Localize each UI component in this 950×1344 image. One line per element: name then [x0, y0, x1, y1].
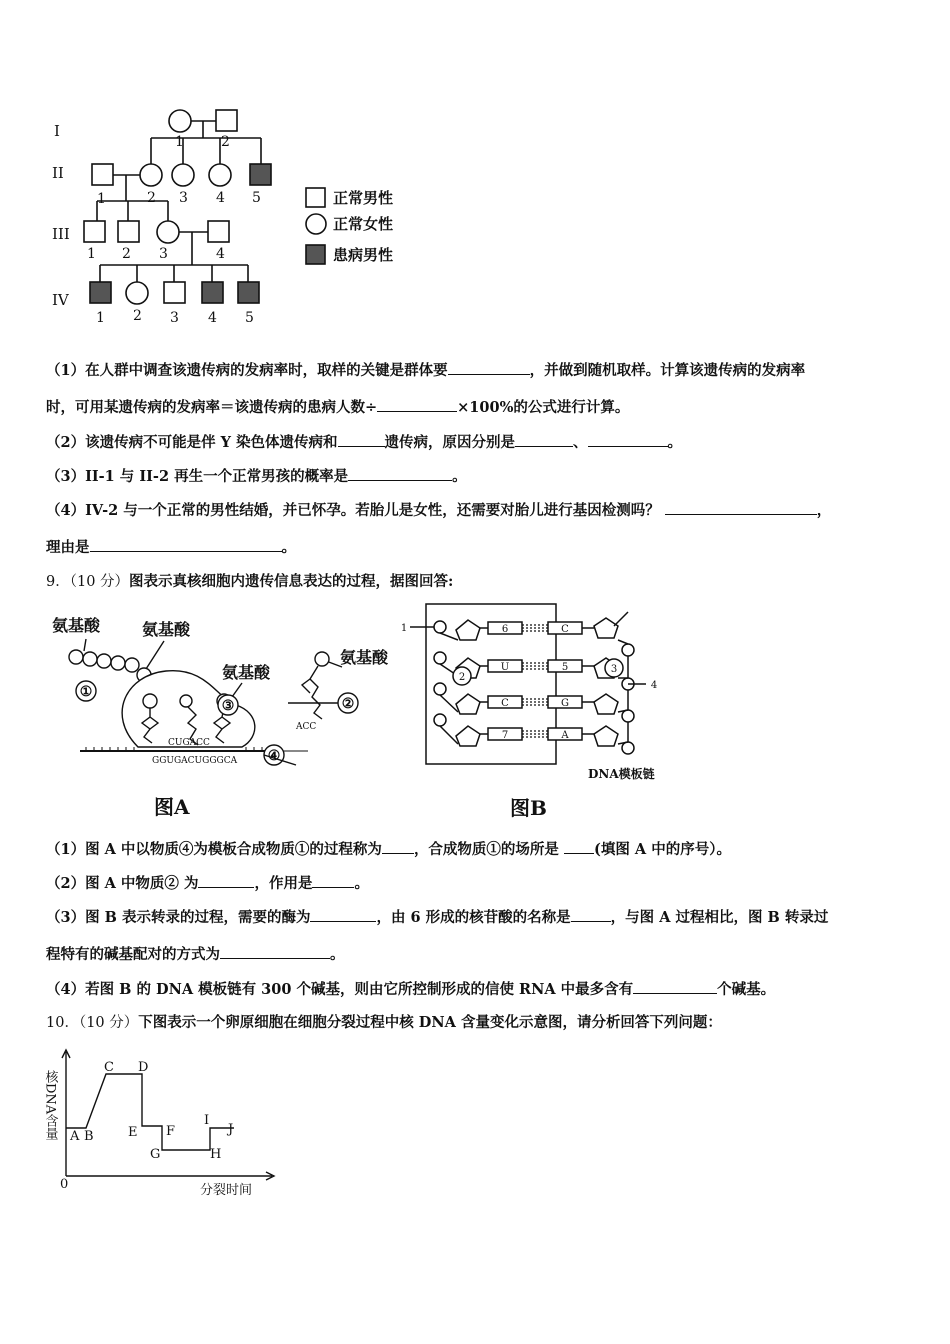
answer-blank[interactable] — [571, 907, 611, 922]
q9-part3-line2: 程特有的碱基配对的方式为 。 — [46, 946, 345, 963]
figb-right-base: A — [561, 730, 569, 741]
figb-left-base: 7 — [501, 730, 509, 741]
figa-mrna-seq: GGUGACUGGGCA — [152, 756, 238, 766]
pedigree-iii-2 — [118, 221, 139, 242]
graph-point-label: F — [166, 1124, 176, 1139]
legend-affected-male-symbol — [306, 245, 325, 264]
q9-heading: 9．（10 分）图表示真核细胞内遗传信息表达的过程，据图回答: — [46, 573, 454, 590]
pedigree-number: 2 — [147, 190, 156, 206]
q8-part2: （2）该遗传病不可能是伴 Y 染色体遗传病和 遗传病，原因分别是 、 。 — [46, 434, 683, 451]
answer-blank[interactable] — [377, 397, 457, 412]
answer-blank[interactable] — [382, 839, 414, 854]
graph-point-label: I — [204, 1113, 210, 1128]
pedigree-number: 1 — [175, 134, 184, 150]
q8-part1-line1: （1）在人群中调查该遗传病的发病率时，取样的关键是群体要 ，并做到随机取样。计算该遗传病的发病率 — [46, 362, 806, 379]
graph-point-label: E — [128, 1125, 138, 1140]
pedigree-number: 2 — [122, 246, 131, 262]
answer-blank[interactable] — [338, 432, 385, 447]
graph-point-label: D — [138, 1060, 149, 1075]
answer-blank[interactable] — [515, 432, 573, 447]
answer-blank[interactable] — [564, 839, 594, 854]
pedigree-iv-3 — [164, 282, 185, 303]
pedigree-ii-4 — [209, 164, 231, 186]
pedigree-number: 4 — [216, 190, 225, 206]
generation-label-iv: IV — [52, 291, 69, 309]
graph-point-label: G — [150, 1147, 161, 1162]
q9-part4: （4）若图 B 的 DNA 模板链有 300 个碱基，则由它所控制形成的信使 RNA 中最多含有 个碱基。 — [46, 981, 776, 998]
figb-left-base: 6 — [501, 624, 509, 635]
q9-part3-line1: （3）图 B 表示转录的过程，需要的酶为 ，由 6 形成的核苷酸的名称是 ，与图 A 过程相比，图 B 转录过 — [46, 909, 829, 926]
figb-label-2: 2 — [458, 672, 466, 683]
q9-part2: （2）图 A 中物质② 为 ，作用是 。 — [46, 875, 369, 892]
pedigree-number: 1 — [97, 191, 106, 207]
pedigree-iv-1-affected — [90, 282, 111, 303]
pedigree-iv-5-affected — [238, 282, 259, 303]
figa-amino-acid-label: 氨基酸 — [340, 648, 389, 667]
figa-amino-acid-label: 氨基酸 — [142, 620, 191, 639]
answer-blank[interactable] — [588, 432, 668, 447]
figb-right-base: 5 — [561, 662, 569, 673]
pedigree-iii-1 — [84, 221, 105, 242]
pedigree-i-2 — [216, 110, 237, 131]
figa-marker-3: ③ — [221, 698, 235, 714]
pedigree-iv-4-affected — [202, 282, 223, 303]
answer-blank[interactable] — [220, 944, 330, 959]
figa-marker-1: ① — [79, 684, 93, 700]
answer-blank[interactable] — [633, 979, 717, 994]
legend-normal-male-label: 正常男性 — [333, 189, 394, 207]
pedigree-number: 1 — [87, 246, 96, 262]
answer-blank[interactable] — [310, 907, 376, 922]
q8-part4-line1: （4）IV-2 与一个正常的男性结婚，并已怀孕。若胎儿是女性，还需要对胎儿进行基因检测吗？ ， — [46, 502, 832, 519]
figa-trna-anticodon: ACC — [296, 722, 317, 732]
pedigree-number: 2 — [221, 134, 230, 150]
pedigree-iii-4 — [208, 221, 229, 242]
figa-amino-acid-label: 氨基酸 — [222, 663, 271, 682]
generation-label-ii: II — [52, 164, 64, 182]
figb-template-label: DNA模板链 — [588, 767, 655, 781]
q8-part4-line2: 理由是 。 — [46, 539, 296, 556]
figb-label-1: 1 — [400, 623, 408, 634]
pedigree-number: 2 — [133, 308, 142, 324]
pedigree-number: 3 — [170, 310, 179, 326]
pedigree-ii-5-affected — [250, 164, 271, 185]
pedigree-number: 4 — [208, 310, 217, 326]
pedigree-number: 4 — [216, 246, 225, 262]
dna-content-graph — [40, 1046, 280, 1206]
legend-affected-male-label: 患病男性 — [333, 246, 394, 264]
answer-blank[interactable] — [198, 873, 254, 888]
pedigree-number: 5 — [245, 310, 254, 326]
figa-caption: 图A — [154, 795, 190, 819]
graph-y-label: 核DNA含量 — [42, 1070, 58, 1141]
figb-right-base: G — [561, 698, 569, 709]
graph-point-label: B — [84, 1129, 94, 1144]
pedigree-number: 1 — [96, 310, 105, 326]
q8-part3: （3）II-1 与 II-2 再生一个正常男孩的概率是 。 — [46, 468, 467, 485]
pedigree-number: 5 — [252, 190, 261, 206]
graph-point-label: H — [210, 1147, 222, 1162]
answer-blank[interactable] — [348, 466, 452, 481]
figa-amino-acid-label: 氨基酸 — [52, 616, 101, 635]
figure-a-translation — [46, 605, 406, 825]
answer-blank[interactable] — [665, 500, 817, 515]
pedigree-iii-3 — [157, 221, 179, 243]
graph-origin: 0 — [60, 1177, 69, 1192]
pedigree-number: 3 — [179, 190, 188, 206]
pedigree-ii-2 — [140, 164, 162, 186]
pedigree-i-1 — [169, 110, 191, 132]
pedigree-number: 3 — [159, 246, 168, 262]
pedigree-chart — [40, 100, 430, 335]
answer-blank[interactable] — [90, 537, 282, 552]
generation-label-i: I — [54, 122, 60, 140]
figb-left-base: C — [501, 698, 509, 709]
q9-part1: （1）图 A 中以物质④为模板合成物质①的过程称为 ，合成物质①的场所是 (填图 A 中的序号）。 — [46, 841, 731, 858]
figb-left-base: U — [500, 662, 510, 673]
pedigree-ii-1 — [92, 164, 113, 185]
answer-blank[interactable] — [448, 360, 530, 375]
generation-label-iii: III — [52, 225, 70, 243]
graph-point-label: A — [70, 1129, 80, 1144]
figb-right-base: C — [561, 624, 569, 635]
pedigree-ii-3 — [172, 164, 194, 186]
legend-normal-female-label: 正常女性 — [333, 215, 394, 233]
pedigree-iv-2 — [126, 282, 148, 304]
legend-normal-male-symbol — [306, 188, 325, 207]
figa-marker-4: ④ — [267, 748, 281, 764]
q8-part1-line2: 时，可用某遗传病的发病率＝该遗传病的患病人数÷ ×100%的公式进行计算。 — [46, 399, 630, 416]
answer-blank[interactable] — [312, 873, 354, 888]
figure-b-transcription — [396, 600, 726, 825]
legend-normal-female-symbol — [306, 214, 326, 234]
graph-point-label: C — [104, 1060, 114, 1075]
graph-x-label: 分裂时间 — [200, 1183, 253, 1198]
figb-label-3: 3 — [610, 664, 618, 675]
figa-codon-seq: CUGACC — [168, 738, 210, 748]
q10-heading: 10．（10 分）下图表示一个卵原细胞在细胞分裂过程中核 DNA 含量变化示意图，请分析回答下列问题： — [46, 1014, 722, 1031]
figb-label-4: 4 — [650, 680, 658, 691]
figb-caption: 图B — [510, 796, 547, 820]
graph-point-label: J — [228, 1122, 234, 1137]
figa-marker-2: ② — [341, 696, 355, 712]
